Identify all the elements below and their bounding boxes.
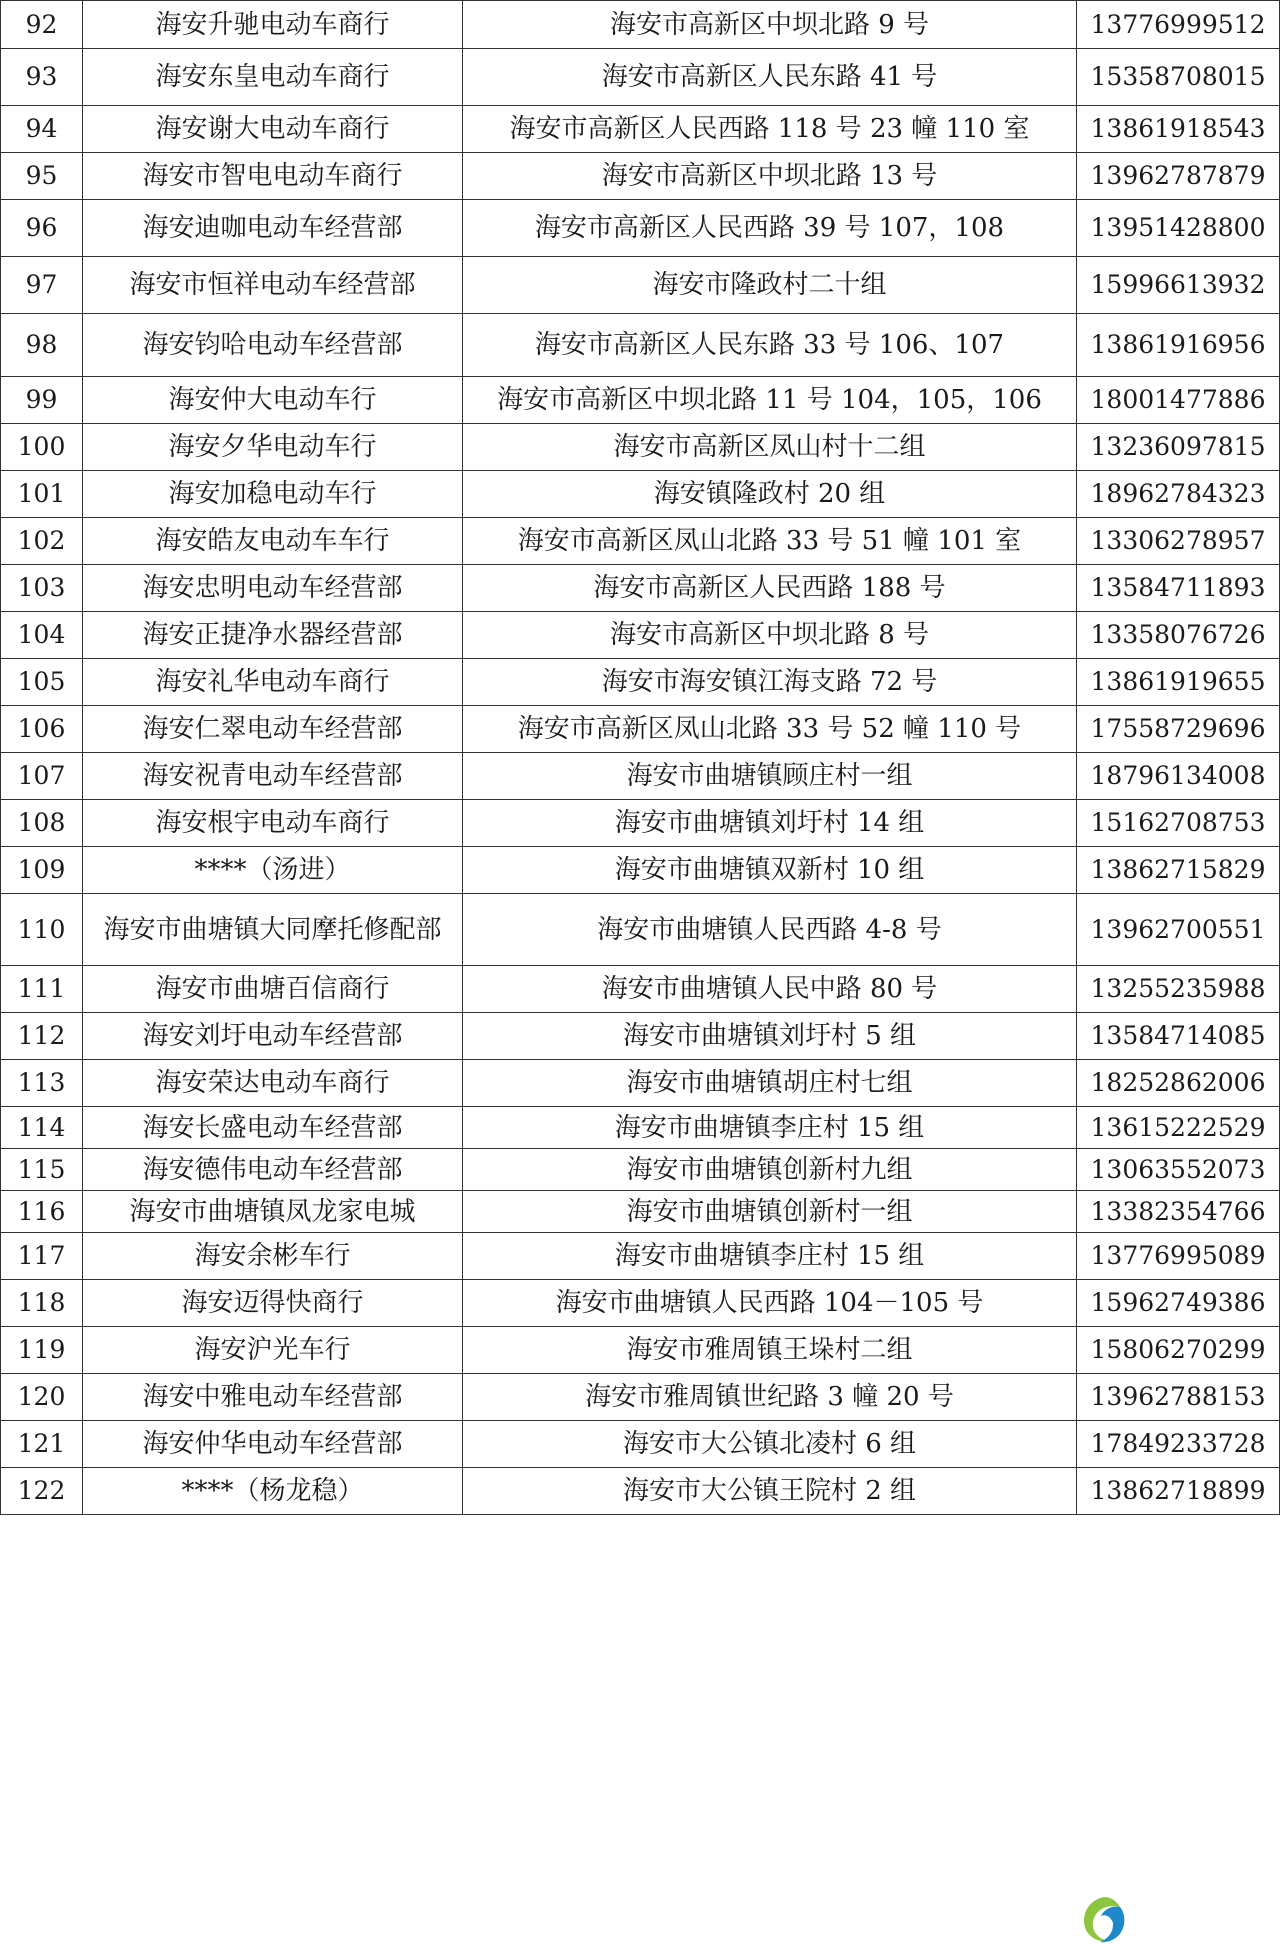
row-number: 113 bbox=[1, 1060, 83, 1107]
dealer-address: 海安市高新区人民东路 33 号 106、107 bbox=[463, 314, 1077, 377]
dealer-address: 海安市曲塘镇人民西路 4-8 号 bbox=[463, 894, 1077, 966]
table-row bbox=[1, 1421, 1280, 1468]
dealer-name: 海安仲华电动车经营部 bbox=[83, 1421, 463, 1468]
dealer-phone: 13776995089 bbox=[1077, 1233, 1280, 1280]
dealer-phone: 13962787879 bbox=[1077, 153, 1280, 200]
dealer-name: 海安皓友电动车车行 bbox=[83, 518, 463, 565]
table-row bbox=[1, 1149, 1280, 1191]
table-row bbox=[1, 518, 1280, 565]
dealer-address: 海安市曲塘镇人民西路 104－105 号 bbox=[463, 1280, 1077, 1327]
dealer-name: 海安祝青电动车经营部 bbox=[83, 753, 463, 800]
row-number: 99 bbox=[1, 377, 83, 424]
row-number: 114 bbox=[1, 1107, 83, 1149]
table-row bbox=[1, 377, 1280, 424]
dealer-address: 海安镇隆政村 20 组 bbox=[463, 471, 1077, 518]
row-number: 116 bbox=[1, 1191, 83, 1233]
row-number: 105 bbox=[1, 659, 83, 706]
dealer-name: 海安刘圩电动车经营部 bbox=[83, 1013, 463, 1060]
dealer-phone: 15162708753 bbox=[1077, 800, 1280, 847]
table-row bbox=[1, 565, 1280, 612]
dealer-name: 海安钧哈电动车经营部 bbox=[83, 314, 463, 377]
dealer-address: 海安市曲塘镇刘圩村 14 组 bbox=[463, 800, 1077, 847]
dealer-name: 海安市曲塘百信商行 bbox=[83, 966, 463, 1013]
dealer-address: 海安市高新区中坝北路 13 号 bbox=[463, 153, 1077, 200]
table-row bbox=[1, 153, 1280, 200]
dealer-name: 海安加稳电动车行 bbox=[83, 471, 463, 518]
dealer-name: 海安仲大电动车行 bbox=[83, 377, 463, 424]
dealer-phone: 13615222529 bbox=[1077, 1107, 1280, 1149]
dealer-phone: 13255235988 bbox=[1077, 966, 1280, 1013]
dealer-phone: 13962700551 bbox=[1077, 894, 1280, 966]
dealer-phone: 18962784323 bbox=[1077, 471, 1280, 518]
table-row bbox=[1, 1327, 1280, 1374]
dealer-name: 海安迪咖电动车经营部 bbox=[83, 200, 463, 257]
row-number: 112 bbox=[1, 1013, 83, 1060]
row-number: 120 bbox=[1, 1374, 83, 1421]
dealer-phone: 13063552073 bbox=[1077, 1149, 1280, 1191]
table-row bbox=[1, 894, 1280, 966]
dealer-address: 海安市曲塘镇胡庄村七组 bbox=[463, 1060, 1077, 1107]
dealer-name: 海安中雅电动车经营部 bbox=[83, 1374, 463, 1421]
dealer-name: 海安夕华电动车行 bbox=[83, 424, 463, 471]
table-row bbox=[1, 706, 1280, 753]
dealer-address: 海安市大公镇北凌村 6 组 bbox=[463, 1421, 1077, 1468]
dealer-phone: 15996613932 bbox=[1077, 257, 1280, 314]
table-row bbox=[1, 966, 1280, 1013]
dealer-table-body bbox=[1, 1, 1280, 1515]
dealer-name: 海安忠明电动车经营部 bbox=[83, 565, 463, 612]
dealer-address: 海安市雅周镇王垛村二组 bbox=[463, 1327, 1077, 1374]
row-number: 121 bbox=[1, 1421, 83, 1468]
table-row bbox=[1, 1191, 1280, 1233]
table-row bbox=[1, 612, 1280, 659]
dealer-phone: 13962788153 bbox=[1077, 1374, 1280, 1421]
dealer-name: 海安迈得快商行 bbox=[83, 1280, 463, 1327]
row-number: 107 bbox=[1, 753, 83, 800]
table-row bbox=[1, 800, 1280, 847]
dealer-phone: 15962749386 bbox=[1077, 1280, 1280, 1327]
row-number: 117 bbox=[1, 1233, 83, 1280]
row-number: 122 bbox=[1, 1468, 83, 1515]
row-number: 97 bbox=[1, 257, 83, 314]
dealer-address: 海安市高新区人民西路 188 号 bbox=[463, 565, 1077, 612]
table-row bbox=[1, 1280, 1280, 1327]
dealer-phone: 13776999512 bbox=[1077, 1, 1280, 49]
dealer-phone: 13236097815 bbox=[1077, 424, 1280, 471]
dealer-phone: 13862718899 bbox=[1077, 1468, 1280, 1515]
table-row bbox=[1, 1060, 1280, 1107]
row-number: 92 bbox=[1, 1, 83, 49]
dealer-address: 海安市曲塘镇李庄村 15 组 bbox=[463, 1233, 1077, 1280]
table-row bbox=[1, 106, 1280, 153]
row-number: 102 bbox=[1, 518, 83, 565]
table-row bbox=[1, 314, 1280, 377]
dealer-name: 海安市曲塘镇凤龙家电城 bbox=[83, 1191, 463, 1233]
dealer-phone: 13584714085 bbox=[1077, 1013, 1280, 1060]
dealer-address: 海安市大公镇王院村 2 组 bbox=[463, 1468, 1077, 1515]
row-number: 110 bbox=[1, 894, 83, 966]
dealer-phone: 13306278957 bbox=[1077, 518, 1280, 565]
dealer-address: 海安市高新区人民西路 118 号 23 幢 110 室 bbox=[463, 106, 1077, 153]
row-number: 115 bbox=[1, 1149, 83, 1191]
dealer-address: 海安市曲塘镇刘圩村 5 组 bbox=[463, 1013, 1077, 1060]
dealer-phone: 17558729696 bbox=[1077, 706, 1280, 753]
table-row bbox=[1, 1233, 1280, 1280]
dealer-name: 海安仁翠电动车经营部 bbox=[83, 706, 463, 753]
dealer-phone: 13382354766 bbox=[1077, 1191, 1280, 1233]
row-number: 101 bbox=[1, 471, 83, 518]
dealer-phone: 13861918543 bbox=[1077, 106, 1280, 153]
row-number: 103 bbox=[1, 565, 83, 612]
dealer-phone: 18001477886 bbox=[1077, 377, 1280, 424]
dealer-name: 海安升驰电动车商行 bbox=[83, 1, 463, 49]
table-row bbox=[1, 1107, 1280, 1149]
dealer-name: 海安市曲塘镇大同摩托修配部 bbox=[83, 894, 463, 966]
row-number: 95 bbox=[1, 153, 83, 200]
dealer-address: 海安市高新区中坝北路 11 号 104，105，106 bbox=[463, 377, 1077, 424]
dealer-name: 海安市恒祥电动车经营部 bbox=[83, 257, 463, 314]
dealer-phone: 13584711893 bbox=[1077, 565, 1280, 612]
dealer-address: 海安市雅周镇世纪路 3 幢 20 号 bbox=[463, 1374, 1077, 1421]
dealer-phone: 18796134008 bbox=[1077, 753, 1280, 800]
dealer-name: 海安德伟电动车经营部 bbox=[83, 1149, 463, 1191]
dealer-name: 海安礼华电动车商行 bbox=[83, 659, 463, 706]
table-row bbox=[1, 659, 1280, 706]
row-number: 109 bbox=[1, 847, 83, 894]
row-number: 94 bbox=[1, 106, 83, 153]
dealer-address: 海安市海安镇江海支路 72 号 bbox=[463, 659, 1077, 706]
dealer-name: 海安东皇电动车商行 bbox=[83, 49, 463, 106]
dealer-name: ****（杨龙稳） bbox=[83, 1468, 463, 1515]
row-number: 93 bbox=[1, 49, 83, 106]
row-number: 118 bbox=[1, 1280, 83, 1327]
table-row bbox=[1, 1013, 1280, 1060]
dealer-address: 海安市高新区凤山北路 33 号 52 幢 110 号 bbox=[463, 706, 1077, 753]
dealer-phone: 13861916956 bbox=[1077, 314, 1280, 377]
dealer-address: 海安市高新区凤山北路 33 号 51 幢 101 室 bbox=[463, 518, 1077, 565]
table-row bbox=[1, 1, 1280, 49]
dealer-address: 海安市高新区人民东路 41 号 bbox=[463, 49, 1077, 106]
dealer-name: 海安荣达电动车商行 bbox=[83, 1060, 463, 1107]
dealer-address: 海安市曲塘镇人民中路 80 号 bbox=[463, 966, 1077, 1013]
row-number: 96 bbox=[1, 200, 83, 257]
dealer-address: 海安市隆政村二十组 bbox=[463, 257, 1077, 314]
dealer-phone: 13862715829 bbox=[1077, 847, 1280, 894]
dealer-address: 海安市曲塘镇创新村一组 bbox=[463, 1191, 1077, 1233]
table-row bbox=[1, 200, 1280, 257]
swirl-logo-icon bbox=[1076, 1894, 1132, 1946]
watermark bbox=[1176, 1918, 1216, 1932]
dealer-address: 海安市曲塘镇顾庄村一组 bbox=[463, 753, 1077, 800]
dealer-phone: 13861919655 bbox=[1077, 659, 1280, 706]
dealer-name: 海安根宇电动车商行 bbox=[83, 800, 463, 847]
row-number: 104 bbox=[1, 612, 83, 659]
dealer-address: 海安市曲塘镇双新村 10 组 bbox=[463, 847, 1077, 894]
row-number: 111 bbox=[1, 966, 83, 1013]
row-number: 119 bbox=[1, 1327, 83, 1374]
row-number: 100 bbox=[1, 424, 83, 471]
row-number: 106 bbox=[1, 706, 83, 753]
dealer-phone: 15806270299 bbox=[1077, 1327, 1280, 1374]
dealer-name: ****（汤进） bbox=[83, 847, 463, 894]
table-row bbox=[1, 1374, 1280, 1421]
table-row bbox=[1, 847, 1280, 894]
dealer-address: 海安市高新区中坝北路 8 号 bbox=[463, 612, 1077, 659]
dealer-name: 海安谢大电动车商行 bbox=[83, 106, 463, 153]
dealer-address: 海安市曲塘镇创新村九组 bbox=[463, 1149, 1077, 1191]
dealer-phone: 17849233728 bbox=[1077, 1421, 1280, 1468]
table-row bbox=[1, 49, 1280, 106]
dealer-address: 海安市高新区人民西路 39 号 107，108 bbox=[463, 200, 1077, 257]
table-row bbox=[1, 471, 1280, 518]
dealer-address: 海安市曲塘镇李庄村 15 组 bbox=[463, 1107, 1077, 1149]
dealer-name: 海安长盛电动车经营部 bbox=[83, 1107, 463, 1149]
table-row bbox=[1, 1468, 1280, 1515]
dealer-address: 海安市高新区凤山村十二组 bbox=[463, 424, 1077, 471]
table-row bbox=[1, 753, 1280, 800]
dealer-name: 海安余彬车行 bbox=[83, 1233, 463, 1280]
dealer-phone: 15358708015 bbox=[1077, 49, 1280, 106]
row-number: 98 bbox=[1, 314, 83, 377]
dealer-phone: 18252862006 bbox=[1077, 1060, 1280, 1107]
dealer-name: 海安市智电电动车商行 bbox=[83, 153, 463, 200]
dealer-phone: 13951428800 bbox=[1077, 200, 1280, 257]
table-row bbox=[1, 257, 1280, 314]
table-row bbox=[1, 424, 1280, 471]
row-number: 108 bbox=[1, 800, 83, 847]
dealer-address: 海安市高新区中坝北路 9 号 bbox=[463, 1, 1077, 49]
dealer-name: 海安正捷净水器经营部 bbox=[83, 612, 463, 659]
dealer-phone: 13358076726 bbox=[1077, 612, 1280, 659]
dealer-name: 海安沪光车行 bbox=[83, 1327, 463, 1374]
